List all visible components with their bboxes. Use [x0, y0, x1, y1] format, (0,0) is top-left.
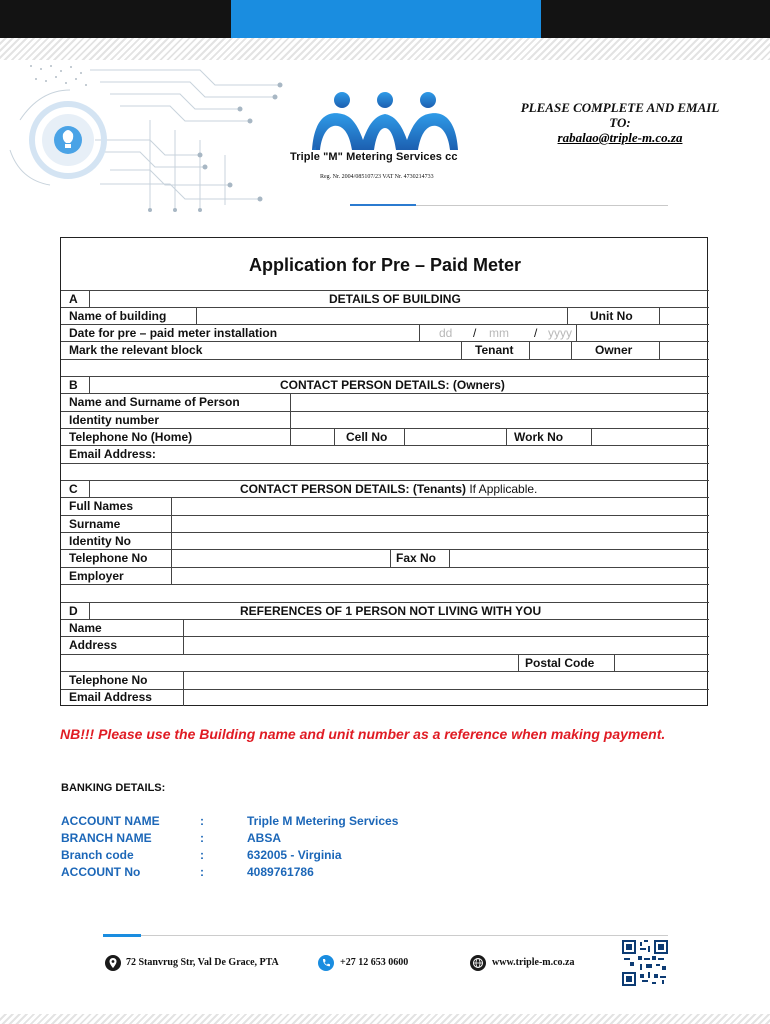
bank-value: Triple M Metering Services — [247, 814, 399, 828]
tenant-employer-field[interactable] — [172, 568, 708, 584]
owner-option[interactable]: Owner — [595, 343, 633, 357]
rule — [89, 290, 90, 307]
section-d-letter: D — [69, 604, 78, 618]
postal-code-field[interactable] — [615, 655, 708, 671]
rule — [61, 324, 709, 325]
reference-email-field[interactable] — [184, 690, 708, 705]
rule — [506, 428, 507, 445]
reference-telephone-field[interactable] — [184, 672, 708, 688]
rule — [61, 359, 709, 360]
globe-icon — [470, 955, 486, 971]
unit-no-field[interactable] — [660, 308, 708, 324]
banking-heading: BANKING DETAILS: — [61, 782, 166, 794]
name-of-building-label: Name of building — [69, 309, 167, 323]
bank-separator: : — [200, 814, 204, 828]
bank-label: BRANCH NAME — [61, 831, 152, 845]
location-pin-icon — [105, 955, 121, 971]
rule — [61, 376, 709, 377]
tenant-identity-label: Identity No — [69, 534, 131, 548]
rule — [567, 307, 568, 324]
rule — [571, 341, 572, 359]
tenant-surname-label: Surname — [69, 517, 121, 531]
owner-email-label: Email Address: — [69, 447, 156, 461]
date-yyyy-placeholder[interactable]: yyyy — [548, 326, 572, 340]
unit-no-label: Unit No — [590, 309, 633, 323]
section-a-heading: DETAILS OF BUILDING — [329, 292, 461, 306]
notice-line-1: PLEASE COMPLETE AND EMAIL — [520, 100, 720, 115]
company-name: Triple "M" Metering Services cc — [290, 151, 458, 163]
tenant-employer-label: Employer — [69, 569, 124, 583]
notice-email-link[interactable]: rabalao@triple-m.co.za — [557, 130, 683, 145]
reference-email-label: Email Address — [69, 690, 152, 704]
name-of-building-field[interactable] — [197, 308, 567, 324]
tenant-telephone-label: Telephone No — [69, 551, 148, 565]
notice-line-2: TO: — [609, 115, 631, 130]
section-b-letter: B — [69, 378, 78, 392]
bank-label: Branch code — [61, 848, 134, 862]
rule — [89, 376, 90, 393]
rule — [61, 584, 709, 585]
rule — [61, 602, 709, 603]
postal-code-label: Postal Code — [525, 656, 595, 670]
date-separator: / — [473, 326, 477, 340]
tenant-surname-field[interactable] — [172, 516, 708, 532]
top-banner — [0, 0, 770, 38]
tenant-full-names-field[interactable] — [172, 498, 708, 514]
owner-tel-home-label: Telephone No (Home) — [69, 430, 193, 444]
section-d-heading: REFERENCES OF 1 PERSON NOT LIVING WITH YOU — [240, 604, 542, 618]
bank-value: ABSA — [247, 831, 282, 845]
reference-address-field[interactable] — [184, 637, 708, 653]
header-divider-accent — [350, 204, 416, 206]
bank-label: ACCOUNT No — [61, 865, 141, 879]
tenant-option[interactable]: Tenant — [475, 343, 514, 357]
section-c-heading-suffix: If Applicable. — [469, 482, 538, 496]
bank-separator: : — [200, 848, 204, 862]
qr-code-icon[interactable] — [622, 940, 668, 986]
hatch-pattern — [0, 38, 770, 60]
bank-value: 4089761786 — [247, 865, 314, 879]
banking-separators — [200, 813, 204, 881]
rule — [518, 654, 519, 671]
tenant-identity-field[interactable] — [172, 533, 708, 549]
footer-address: 72 Stanvrug Str, Val De Grace, PTA — [126, 957, 279, 968]
owner-name-field[interactable] — [291, 394, 708, 410]
reference-telephone-label: Telephone No — [69, 673, 148, 687]
rule — [390, 549, 391, 567]
rule — [61, 463, 709, 464]
rule — [576, 324, 577, 341]
tenant-full-names-label: Full Names — [69, 499, 134, 513]
footer-divider — [103, 935, 668, 936]
rule — [61, 480, 709, 481]
rule — [89, 602, 90, 619]
bank-label: ACCOUNT NAME — [61, 814, 160, 828]
registration-numbers: Reg. Nr. 2004/085107/23 VAT Nr. 4730214733 — [320, 174, 434, 180]
section-c-letter: C — [69, 482, 78, 496]
date-separator: / — [534, 326, 538, 340]
bank-separator: : — [200, 831, 204, 845]
bank-separator: : — [200, 865, 204, 879]
bank-value: 632005 - Virginia — [247, 848, 342, 862]
section-b-heading: CONTACT PERSON DETAILS: (Owners) — [280, 378, 505, 392]
rule — [89, 480, 90, 497]
footer-phone[interactable]: +27 12 653 0600 — [340, 957, 409, 968]
tenant-fax-field[interactable] — [450, 550, 708, 566]
reference-name-field[interactable] — [184, 620, 708, 636]
owner-identity-field[interactable] — [291, 412, 708, 428]
tenant-checkbox[interactable] — [530, 342, 570, 358]
rule — [461, 341, 462, 359]
footer-website[interactable]: www.triple-m.co.za — [492, 957, 575, 968]
top-banner-accent — [231, 0, 541, 38]
hatch-pattern-bottom — [0, 1014, 770, 1024]
owner-work-field[interactable] — [592, 429, 708, 445]
owner-cell-field[interactable] — [405, 429, 505, 445]
banking-values — [247, 813, 398, 881]
reference-name-label: Name — [69, 621, 102, 635]
section-c-heading — [240, 482, 537, 496]
rule — [61, 290, 709, 291]
rule — [419, 324, 420, 341]
installation-date-label: Date for pre – paid meter installation — [69, 326, 278, 340]
banking-labels — [61, 813, 160, 881]
rule — [61, 654, 709, 655]
owner-cell-label: Cell No — [346, 430, 388, 444]
owner-name-label: Name and Surname of Person — [69, 395, 240, 409]
owner-work-label: Work No — [514, 430, 564, 444]
date-mm-placeholder[interactable]: mm — [489, 326, 509, 340]
form-title: Application for Pre – Paid Meter — [248, 255, 522, 275]
section-c-heading-main: CONTACT PERSON DETAILS: (Tenants) — [240, 482, 466, 496]
tenant-fax-label: Fax No — [396, 551, 437, 565]
owner-checkbox[interactable] — [660, 342, 708, 358]
owner-identity-label: Identity number — [69, 413, 160, 427]
section-a-letter: A — [69, 292, 78, 306]
email-notice — [490, 100, 750, 145]
footer-divider-accent — [103, 934, 141, 937]
reference-address-label: Address — [69, 638, 118, 652]
rule — [61, 445, 709, 446]
payment-reference-note: NB!!! Please use the Building name and unit number as a reference when making payment. — [60, 726, 666, 742]
rule — [334, 428, 335, 445]
mark-block-label: Mark the relevant block — [69, 343, 203, 357]
rule — [61, 341, 709, 342]
phone-icon — [318, 955, 334, 971]
application-form — [60, 237, 708, 706]
date-dd-placeholder[interactable]: dd — [439, 326, 453, 340]
